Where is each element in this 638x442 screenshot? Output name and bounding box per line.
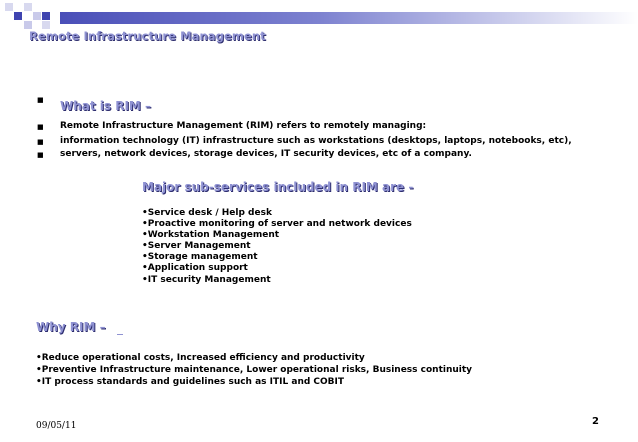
sub-services-list (142, 208, 412, 286)
bullet-marker: ■ (37, 151, 44, 159)
footer-date: 09/05/11 (36, 421, 77, 431)
section-heading-why-rim: Why RIM – (36, 320, 106, 334)
list-item: •IT process standards and guidelines such as ITIL and COBIT (36, 377, 345, 388)
list-item: •Reduce operational costs, Increased efficiency and productivity (36, 353, 365, 363)
definition-line: servers, network devices, storage devices, IT security devices, etc of a company. (60, 149, 472, 159)
decor-square (24, 21, 32, 29)
decor-square (14, 12, 22, 20)
section-heading-what-is-rim: What is RIM – (60, 99, 152, 113)
bullet-marker: ■ (37, 138, 44, 146)
definition-line: Remote Infrastructure Management (RIM) refers to remotely managing: (60, 121, 427, 131)
benefits-list (36, 352, 472, 389)
section-heading-sub-services: Major sub-services included in RIM are - (142, 180, 414, 194)
page-number: 2 (592, 416, 599, 427)
decor-square (42, 21, 50, 29)
slide-title: Remote Infrastructure Management (29, 29, 266, 43)
list-item: •Application support (142, 263, 248, 274)
decor-square (24, 3, 32, 11)
list-item: •IT security Management (142, 274, 271, 285)
heading-underline (117, 334, 123, 335)
list-item: •Proactive monitoring of server and network devices (142, 219, 412, 230)
list-item: •Preventive Infrastructure maintenance, Lower operational risks, Business continuity (36, 365, 473, 376)
list-item: •Workstation Management (142, 230, 280, 241)
bullet-marker: ■ (37, 96, 44, 104)
bullet-marker: ■ (37, 123, 44, 131)
decor-square (5, 3, 13, 11)
definition-line: information technology (IT) infrastructure such as workstations (desktops, laptops, notebooks, etc), (60, 136, 572, 146)
list-item: •Service desk / Help desk (142, 208, 272, 218)
list-item: •Server Management (142, 241, 251, 252)
header-band (60, 12, 638, 24)
decor-square (42, 12, 50, 20)
decor-square (33, 12, 41, 20)
list-item: •Storage management (142, 252, 258, 263)
